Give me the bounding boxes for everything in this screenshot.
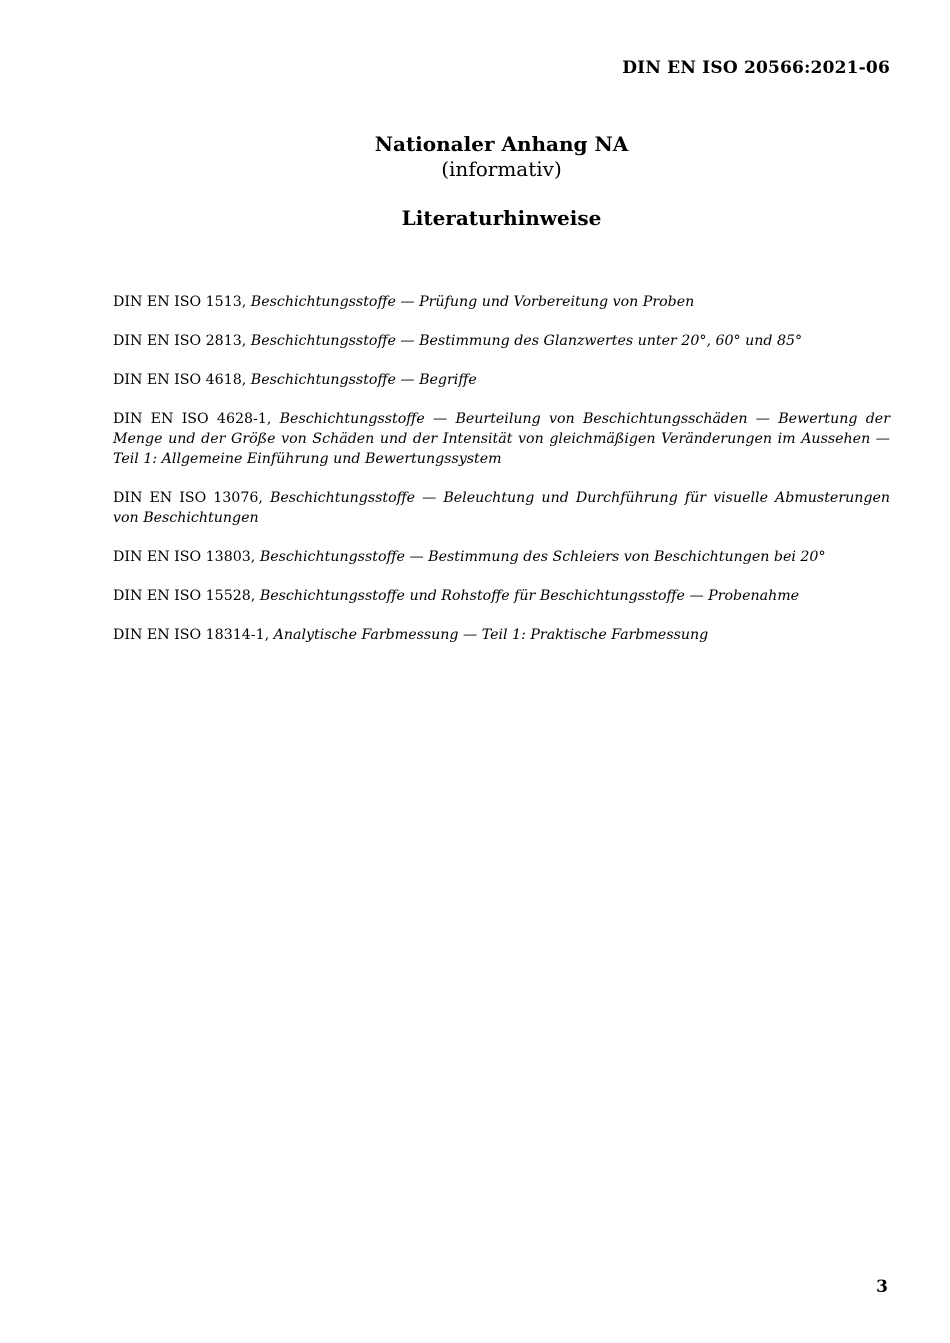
document-id: DIN EN ISO 20566:2021-06 [622, 58, 890, 78]
reference-id: DIN EN ISO 4628-1, [113, 411, 272, 427]
reference-id: DIN EN ISO 1513, [113, 294, 247, 310]
reference-title: Beschichtungsstoffe — Bestimmung des Glanzwertes unter 20°, 60° und 85° [250, 333, 803, 349]
reference-id: DIN EN ISO 13076, [113, 490, 263, 506]
reference-title: Analytische Farbmessung — Teil 1: Praktische Farbmessung [273, 627, 709, 643]
reference-list [113, 292, 890, 664]
reference-item [113, 547, 890, 567]
reference-item [113, 292, 890, 312]
reference-title: Beschichtungsstoffe — Bestimmung des Schleiers von Beschichtungen bei 20° [259, 549, 826, 565]
reference-id: DIN EN ISO 15528, [113, 588, 256, 604]
reference-title: Beschichtungsstoffe — Prüfung und Vorbereitung von Proben [250, 294, 695, 310]
reference-id: DIN EN ISO 13803, [113, 549, 256, 565]
reference-title: Beschichtungsstoffe — Beleuchtung und Durchführung für visuelle Abmusterungen von Beschichtungen [113, 490, 890, 526]
reference-item [113, 586, 890, 606]
reference-title: Beschichtungsstoffe — Beurteilung von Beschichtungsschäden — Bewertung der Menge und der Größe von Schäden und der Intensität von gleichmäßigen Veränderungen im Aussehen — Teil 1: Allgemeine Einführung und Bewertungssystem [113, 411, 890, 467]
section-title: Literaturhinweise [401, 206, 602, 230]
reference-id: DIN EN ISO 2813, [113, 333, 247, 349]
reference-id: DIN EN ISO 4618, [113, 372, 247, 388]
reference-title: Beschichtungsstoffe — Begriffe [250, 372, 477, 388]
reference-item [113, 409, 890, 469]
reference-item [113, 625, 890, 645]
reference-item [113, 488, 890, 528]
annex-header [0, 131, 950, 181]
reference-title: Beschichtungsstoffe und Rohstoffe für Beschichtungsstoffe — Probenahme [259, 588, 800, 604]
reference-item [113, 331, 890, 351]
page-number: 3 [876, 1277, 888, 1297]
annex-subtitle: (informativ) [441, 157, 562, 181]
annex-title: Nationaler Anhang NA [374, 132, 629, 156]
reference-item [113, 370, 890, 390]
reference-id: DIN EN ISO 18314-1, [113, 627, 270, 643]
